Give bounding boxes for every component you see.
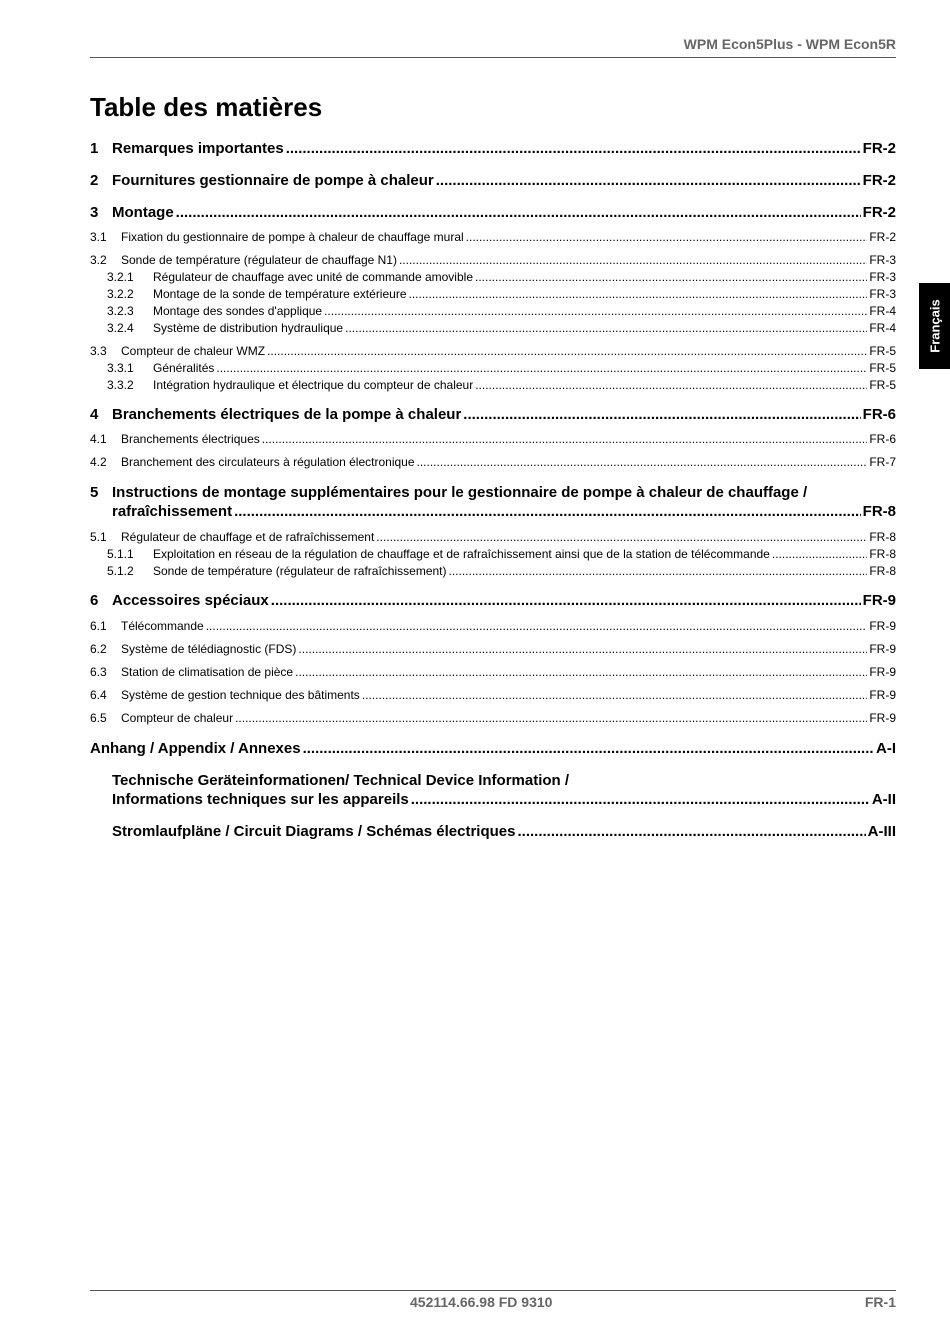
toc-page: FR-5	[869, 344, 896, 358]
toc-page: FR-8	[862, 503, 896, 520]
toc-number: 5.1.1	[107, 547, 134, 561]
toc-page: FR-2	[862, 204, 896, 221]
toc-page: A-III	[867, 823, 896, 840]
page-number: FR-1	[864, 1294, 896, 1310]
toc-label: Branchements électriques de la pompe à chaleur	[112, 406, 462, 423]
toc-page: FR-9	[869, 665, 896, 679]
toc-page: A-II	[871, 791, 896, 808]
toc-entry-3-2-2[interactable]	[107, 287, 896, 301]
toc-label: Compteur de chaleur	[121, 711, 234, 725]
toc-entry-2[interactable]	[90, 172, 896, 189]
toc-page: FR-9	[869, 688, 896, 702]
page-header	[90, 33, 896, 58]
toc-label: Sonde de température (régulateur de rafraîchissement)	[153, 564, 447, 578]
toc-entry-device-info[interactable]	[112, 791, 896, 808]
toc-leader	[235, 711, 867, 725]
toc-label: Branchements électriques	[121, 432, 260, 446]
toc-leader	[324, 304, 867, 318]
toc-leader	[286, 140, 861, 157]
toc-page: FR-3	[869, 253, 896, 267]
toc-page: FR-5	[869, 378, 896, 392]
toc-entry-5-1-2[interactable]	[107, 564, 896, 578]
toc-number: 3.3	[90, 344, 107, 358]
toc-label: Système de distribution hydraulique	[153, 321, 344, 335]
toc-entry-3-3-2[interactable]	[107, 378, 896, 392]
toc-entry-4-1[interactable]	[90, 432, 896, 446]
toc-number: 6.1	[90, 619, 107, 633]
toc-label: Instructions de montage supplémentaires pour le gestionnaire de pompe à chaleur de chauffage /	[112, 484, 808, 501]
toc-number: 6	[90, 592, 99, 609]
toc-leader	[303, 740, 874, 757]
toc-label: Sonde de température (régulateur de chauffage N1)	[121, 253, 397, 267]
toc-number: 5	[90, 484, 99, 501]
page-footer	[90, 1290, 896, 1310]
toc-entry-6-5[interactable]	[90, 711, 896, 725]
toc-number: 4.1	[90, 432, 107, 446]
toc-label: Montage des sondes d'applique	[153, 304, 323, 318]
toc-page: FR-3	[869, 287, 896, 301]
toc-number: 3.2	[90, 253, 107, 267]
toc-leader	[362, 688, 868, 702]
toc-page: FR-6	[862, 406, 896, 423]
toc-label: Fixation du gestionnaire de pompe à chaleur de chauffage mural	[121, 230, 464, 244]
toc-label: Anhang / Appendix / Annexes	[90, 740, 301, 757]
toc-entry-5-1[interactable]	[90, 530, 896, 544]
toc-leader	[436, 172, 861, 189]
language-tab-label: Français	[927, 299, 942, 353]
toc-entry-3-1[interactable]	[90, 230, 896, 244]
toc-label: Intégration hydraulique et électrique du compteur de chaleur	[153, 378, 474, 392]
toc-label: Régulateur de chauffage avec unité de commande amovible	[153, 270, 473, 284]
toc-leader	[216, 361, 867, 375]
toc-leader	[475, 270, 867, 284]
toc-label: Système de gestion technique des bâtiments	[121, 688, 360, 702]
toc-page: FR-4	[869, 304, 896, 318]
toc-label: Exploitation en réseau de la régulation de chauffage et de rafraîchissement ainsi que de la station de télécommande	[153, 547, 770, 561]
toc-leader	[466, 230, 868, 244]
toc-leader	[411, 791, 870, 808]
toc-leader	[206, 619, 868, 633]
toc-number: 4	[90, 406, 99, 423]
toc-entry-5-1-1[interactable]	[107, 547, 896, 561]
toc-label: Généralités	[153, 361, 215, 375]
toc-leader	[234, 503, 861, 520]
toc-number: 6.3	[90, 665, 107, 679]
toc-number: 6.4	[90, 688, 107, 702]
toc-number: 3.3.1	[107, 361, 134, 375]
toc-label: Informations techniques sur les appareils	[112, 791, 409, 808]
toc-entry-5-line1[interactable]	[90, 484, 807, 501]
toc-page: FR-7	[869, 455, 896, 469]
toc-label: Branchement des circulateurs à régulation électronique	[121, 455, 415, 469]
toc-page: FR-9	[869, 711, 896, 725]
toc-label: Accessoires spéciaux	[112, 592, 269, 609]
toc-entry-3-2-4[interactable]	[107, 321, 896, 335]
toc-number: 1	[90, 140, 99, 157]
toc-page: FR-5	[869, 361, 896, 375]
toc-leader	[475, 378, 867, 392]
toc-entry-3-2-1[interactable]	[107, 270, 896, 284]
toc-label: Fournitures gestionnaire de pompe à chaleur	[112, 172, 434, 189]
toc-number: 3	[90, 204, 99, 221]
toc-page: FR-6	[869, 432, 896, 446]
toc-number: 3.2.3	[107, 304, 134, 318]
toc-number: 3.2.2	[107, 287, 134, 301]
toc-entry-4[interactable]	[90, 406, 896, 423]
toc-page: FR-4	[869, 321, 896, 335]
toc-page: FR-3	[869, 270, 896, 284]
toc-entry-3-2-3[interactable]	[107, 304, 896, 318]
toc-number: 6.2	[90, 642, 107, 656]
toc-number: 3.1	[90, 230, 107, 244]
toc-entry-6-4[interactable]	[90, 688, 896, 702]
toc-label: Montage	[112, 204, 174, 221]
toc-label: Régulateur de chauffage et de rafraîchissement	[121, 530, 375, 544]
language-tab	[919, 283, 950, 369]
toc-leader	[409, 287, 868, 301]
toc-leader	[449, 564, 868, 578]
document-title: WPM Econ5Plus - WPM Econ5R	[683, 36, 896, 52]
toc-entry-6-3[interactable]	[90, 665, 896, 679]
toc-label: Technische Geräteinformationen/ Technical Device Information /	[112, 772, 570, 789]
toc-number: 3.3.2	[107, 378, 134, 392]
toc-label: Station de climatisation de pièce	[121, 665, 294, 679]
toc-number: 6.5	[90, 711, 107, 725]
toc-number: 2	[90, 172, 99, 189]
toc-number: 5.1	[90, 530, 107, 544]
toc-number: 4.2	[90, 455, 107, 469]
toc-entry-circuit-diagrams[interactable]	[112, 823, 896, 840]
toc-page: FR-9	[869, 642, 896, 656]
toc-leader	[298, 642, 867, 656]
toc-leader	[399, 253, 867, 267]
toc-leader	[176, 204, 861, 221]
toc-page: FR-2	[869, 230, 896, 244]
toc-page: FR-8	[869, 547, 896, 561]
toc-entry-5[interactable]	[112, 503, 896, 520]
toc-number: 3.2.1	[107, 270, 134, 284]
toc-number: 3.2.4	[107, 321, 134, 335]
toc-label: Compteur de chaleur WMZ	[121, 344, 266, 358]
toc-entry-3-3-1[interactable]	[107, 361, 896, 375]
toc-entry-6-2[interactable]	[90, 642, 896, 656]
toc-leader	[295, 665, 867, 679]
toc-entry-3[interactable]	[90, 204, 896, 221]
toc-page: FR-9	[862, 592, 896, 609]
toc-leader	[262, 432, 868, 446]
toc-leader	[271, 592, 861, 609]
toc-entry-6[interactable]	[90, 592, 896, 609]
toc-label: Système de télédiagnostic (FDS)	[121, 642, 297, 656]
toc-entry-1[interactable]	[90, 140, 896, 157]
toc-entry-4-2[interactable]	[90, 455, 896, 469]
toc-label: Remarques importantes	[112, 140, 284, 157]
toc-leader	[463, 406, 860, 423]
toc-page: FR-8	[869, 530, 896, 544]
page-title: Table des matières	[90, 92, 323, 122]
toc-page: FR-8	[869, 564, 896, 578]
toc-entry-annexes[interactable]	[90, 740, 896, 757]
toc-entry-device-info-line1[interactable]	[112, 772, 569, 789]
toc-label: rafraîchissement	[112, 503, 233, 520]
toc-label: Stromlaufpläne / Circuit Diagrams / Schémas électriques	[112, 823, 516, 840]
toc-page: FR-2	[862, 140, 896, 157]
toc-page: A-I	[876, 740, 896, 757]
toc-label: Télécommande	[121, 619, 204, 633]
toc-entry-3-3[interactable]	[90, 344, 896, 358]
toc-leader	[376, 530, 867, 544]
document-code: 452114.66.98 FD 9310	[410, 1294, 553, 1310]
toc-leader	[517, 823, 865, 840]
toc-leader	[267, 344, 867, 358]
toc-entry-6-1[interactable]	[90, 619, 896, 633]
toc-page: FR-2	[862, 172, 896, 189]
toc-leader	[417, 455, 868, 469]
toc-leader	[772, 547, 867, 561]
toc-entry-3-2[interactable]	[90, 253, 896, 267]
toc-label: Montage de la sonde de température extérieure	[153, 287, 407, 301]
toc-leader	[345, 321, 867, 335]
toc-page: FR-9	[869, 619, 896, 633]
toc-number: 5.1.2	[107, 564, 134, 578]
